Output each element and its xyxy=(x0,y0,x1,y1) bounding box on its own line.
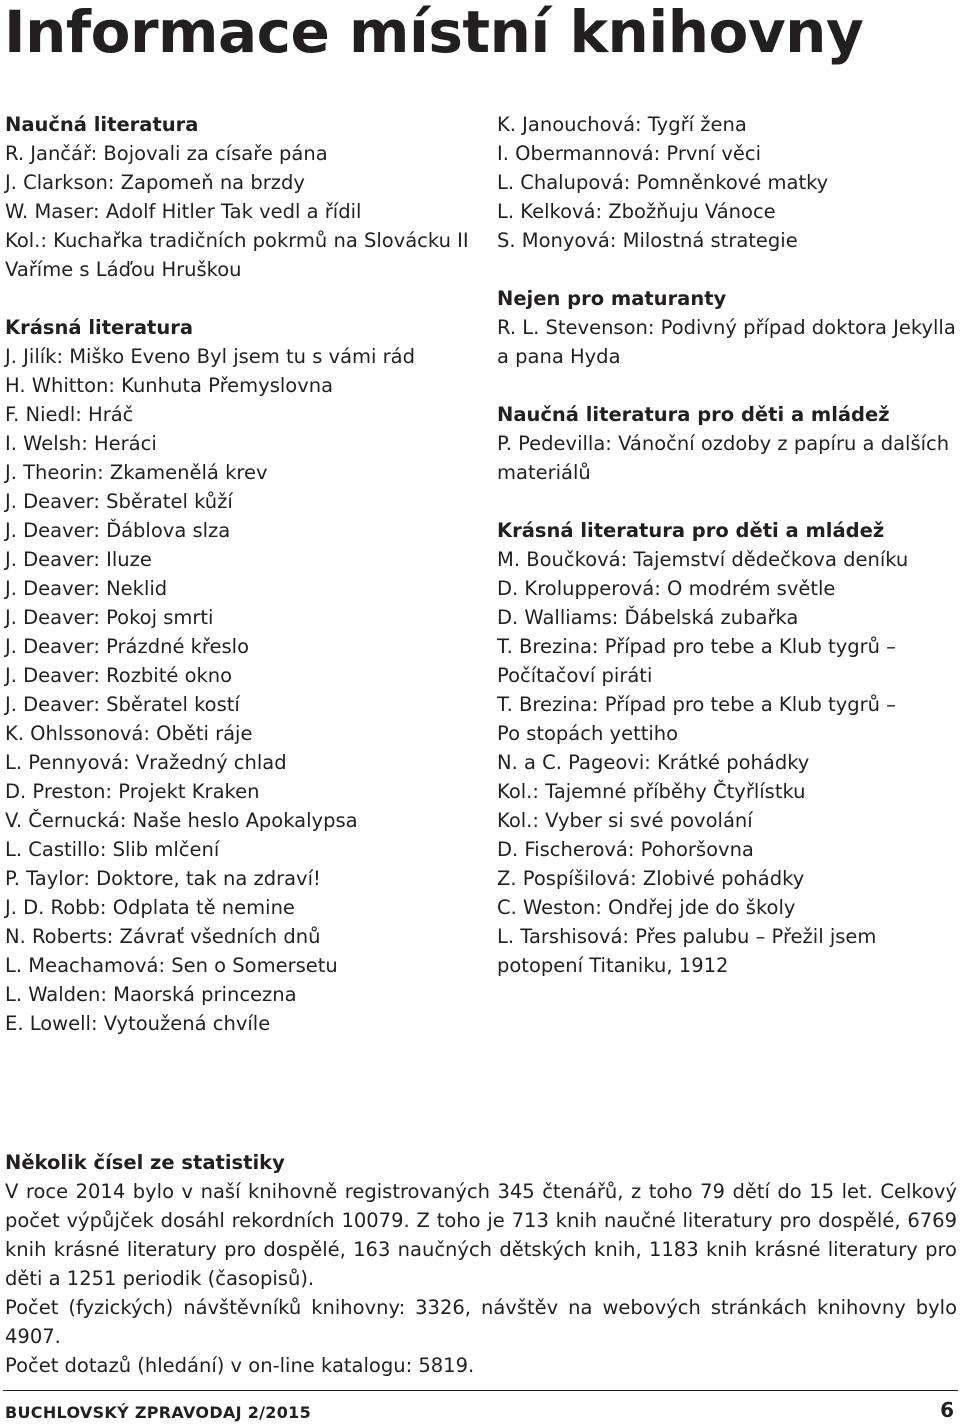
book-item: L. Tarshisová: Přes palubu – Přežil jsem xyxy=(497,925,877,948)
book-item: R. Jančář: Bojovali za císaře pána xyxy=(5,142,328,165)
book-item: D. Walliams: Ďábelská zubařka xyxy=(497,606,799,629)
book-section xyxy=(5,110,475,284)
book-item: Po stopách yettiho xyxy=(497,722,679,745)
book-item: H. Whitton: Kunhuta Přemyslovna xyxy=(5,374,334,397)
book-item: T. Brezina: Případ pro tebe a Klub tygrů – xyxy=(497,635,896,658)
book-item: L. Meachamová: Sen o Somersetu xyxy=(5,954,338,977)
book-item: J. Deaver: Iluze xyxy=(5,548,152,571)
book-section xyxy=(497,516,957,980)
section-heading: Naučná literatura xyxy=(5,113,199,136)
book-item: Vaříme s Láďou Hruškou xyxy=(5,258,242,281)
book-item: N. Roberts: Závrať všedních dnů xyxy=(5,925,321,948)
book-item: R. L. Stevenson: Podivný případ doktora Jekylla xyxy=(497,316,956,339)
visitors-paragraph: Počet (fyzických) návštěvníků knihovny: 3326, návštěv na webových stránkách knihovny bylo 4907. xyxy=(5,1296,957,1348)
statistics-paragraph: V roce 2014 bylo v naší knihovně registrovaných 345 čtenářů, z toho 79 dětí do 15 let. Celkový počet výpůjček dosáhl rekordních 10079. Z toho je 713 knih naučné literatury pro dospělé, 6769 knih krásné literatury pro dospělé, 163 naučných dětských knih, 1183 knih krásné literatury pro děti a 1251 periodik (časopisů). xyxy=(5,1180,957,1290)
book-item: J. Deaver: Sběratel kůží xyxy=(5,490,233,513)
book-item: J. Deaver: Rozbité okno xyxy=(5,664,233,687)
book-item: J. Jilík: Miško Eveno Byl jsem tu s vámi rád xyxy=(5,345,415,368)
book-item: L. Castillo: Slib mlčení xyxy=(5,838,220,861)
statistics-heading: Několik čísel ze statistiky xyxy=(5,1151,285,1174)
book-item: J. Clarkson: Zapomeň na brzdy xyxy=(5,171,305,194)
section-heading: Krásná literatura xyxy=(5,316,193,339)
book-item: M. Boučková: Tajemství dědečkova deníku xyxy=(497,548,909,571)
section-heading: Krásná literatura pro děti a mládež xyxy=(497,519,885,542)
book-item: L. Pennyová: Vražedný chlad xyxy=(5,751,287,774)
book-item: E. Lowell: Vytoužená chvíle xyxy=(5,1012,271,1035)
book-item: F. Niedl: Hráč xyxy=(5,403,134,426)
page-title: Informace místní knihovny xyxy=(4,0,864,66)
book-item: J. Deaver: Neklid xyxy=(5,577,168,600)
footer-page-number: 6 xyxy=(940,1398,954,1422)
right-column xyxy=(497,110,957,980)
book-item: L. Kelková: Zbožňuju Vánoce xyxy=(497,200,776,223)
book-item: P. Pedevilla: Vánoční ozdoby z papíru a dalších xyxy=(497,432,950,455)
book-section xyxy=(497,110,957,255)
book-item: J. Deaver: Ďáblova slza xyxy=(5,519,231,542)
book-item: J. Deaver: Sběratel kostí xyxy=(5,693,240,716)
catalog-queries-paragraph: Počet dotazů (hledání) v on-line katalogu: 5819. xyxy=(5,1354,475,1377)
book-item: D. Preston: Projekt Kraken xyxy=(5,780,260,803)
book-item: K. Ohlssonová: Oběti ráje xyxy=(5,722,253,745)
book-item: S. Monyová: Milostná strategie xyxy=(497,229,798,252)
book-item: P. Taylor: Doktore, tak na zdraví! xyxy=(5,867,321,890)
section-heading: Nejen pro maturanty xyxy=(497,287,727,310)
book-item: K. Janouchová: Tygří žena xyxy=(497,113,747,136)
book-item: J. Deaver: Prázdné křeslo xyxy=(5,635,250,658)
book-item: I. Welsh: Heráci xyxy=(5,432,157,455)
footer-divider xyxy=(3,1390,958,1391)
footer-publication: BUCHLOVSKÝ ZPRAVODAJ 2/2015 xyxy=(5,1403,312,1422)
book-item: C. Weston: Ondřej jde do školy xyxy=(497,896,796,919)
book-item: materiálů xyxy=(497,461,591,484)
book-item: D. Fischerová: Pohoršovna xyxy=(497,838,754,861)
book-section xyxy=(497,400,957,487)
left-column xyxy=(5,110,475,1038)
book-item: Z. Pospíšilová: Zlobivé pohádky xyxy=(497,867,805,890)
book-item: L. Walden: Maorská princezna xyxy=(5,983,297,1006)
section-heading: Naučná literatura pro děti a mládež xyxy=(497,403,890,426)
statistics-section xyxy=(5,1148,957,1380)
book-section xyxy=(497,284,957,371)
book-item: Kol.: Vyber si své povolání xyxy=(497,809,753,832)
book-section xyxy=(5,313,475,1038)
book-item: V. Černucká: Naše heslo Apokalypsa xyxy=(5,809,358,832)
book-item: Počítačoví piráti xyxy=(497,664,653,687)
book-item: T. Brezina: Případ pro tebe a Klub tygrů – xyxy=(497,693,896,716)
book-item: W. Maser: Adolf Hitler Tak vedl a řídil xyxy=(5,200,362,223)
book-item: Kol.: Kuchařka tradičních pokrmů na Slovácku II xyxy=(5,229,469,252)
book-item: J. D. Robb: Odplata tě nemine xyxy=(5,896,295,919)
book-item: I. Obermannová: První věci xyxy=(497,142,762,165)
book-item: L. Chalupová: Pomněnkové matky xyxy=(497,171,829,194)
book-item: J. Theorin: Zkamenělá krev xyxy=(5,461,268,484)
book-item: J. Deaver: Pokoj smrti xyxy=(5,606,214,629)
book-item: potopení Titaniku, 1912 xyxy=(497,954,729,977)
book-item: D. Krolupperová: O modrém světle xyxy=(497,577,836,600)
book-item: a pana Hyda xyxy=(497,345,621,368)
book-item: Kol.: Tajemné příběhy Čtyřlístku xyxy=(497,780,806,803)
book-item: N. a C. Pageovi: Krátké pohádky xyxy=(497,751,810,774)
